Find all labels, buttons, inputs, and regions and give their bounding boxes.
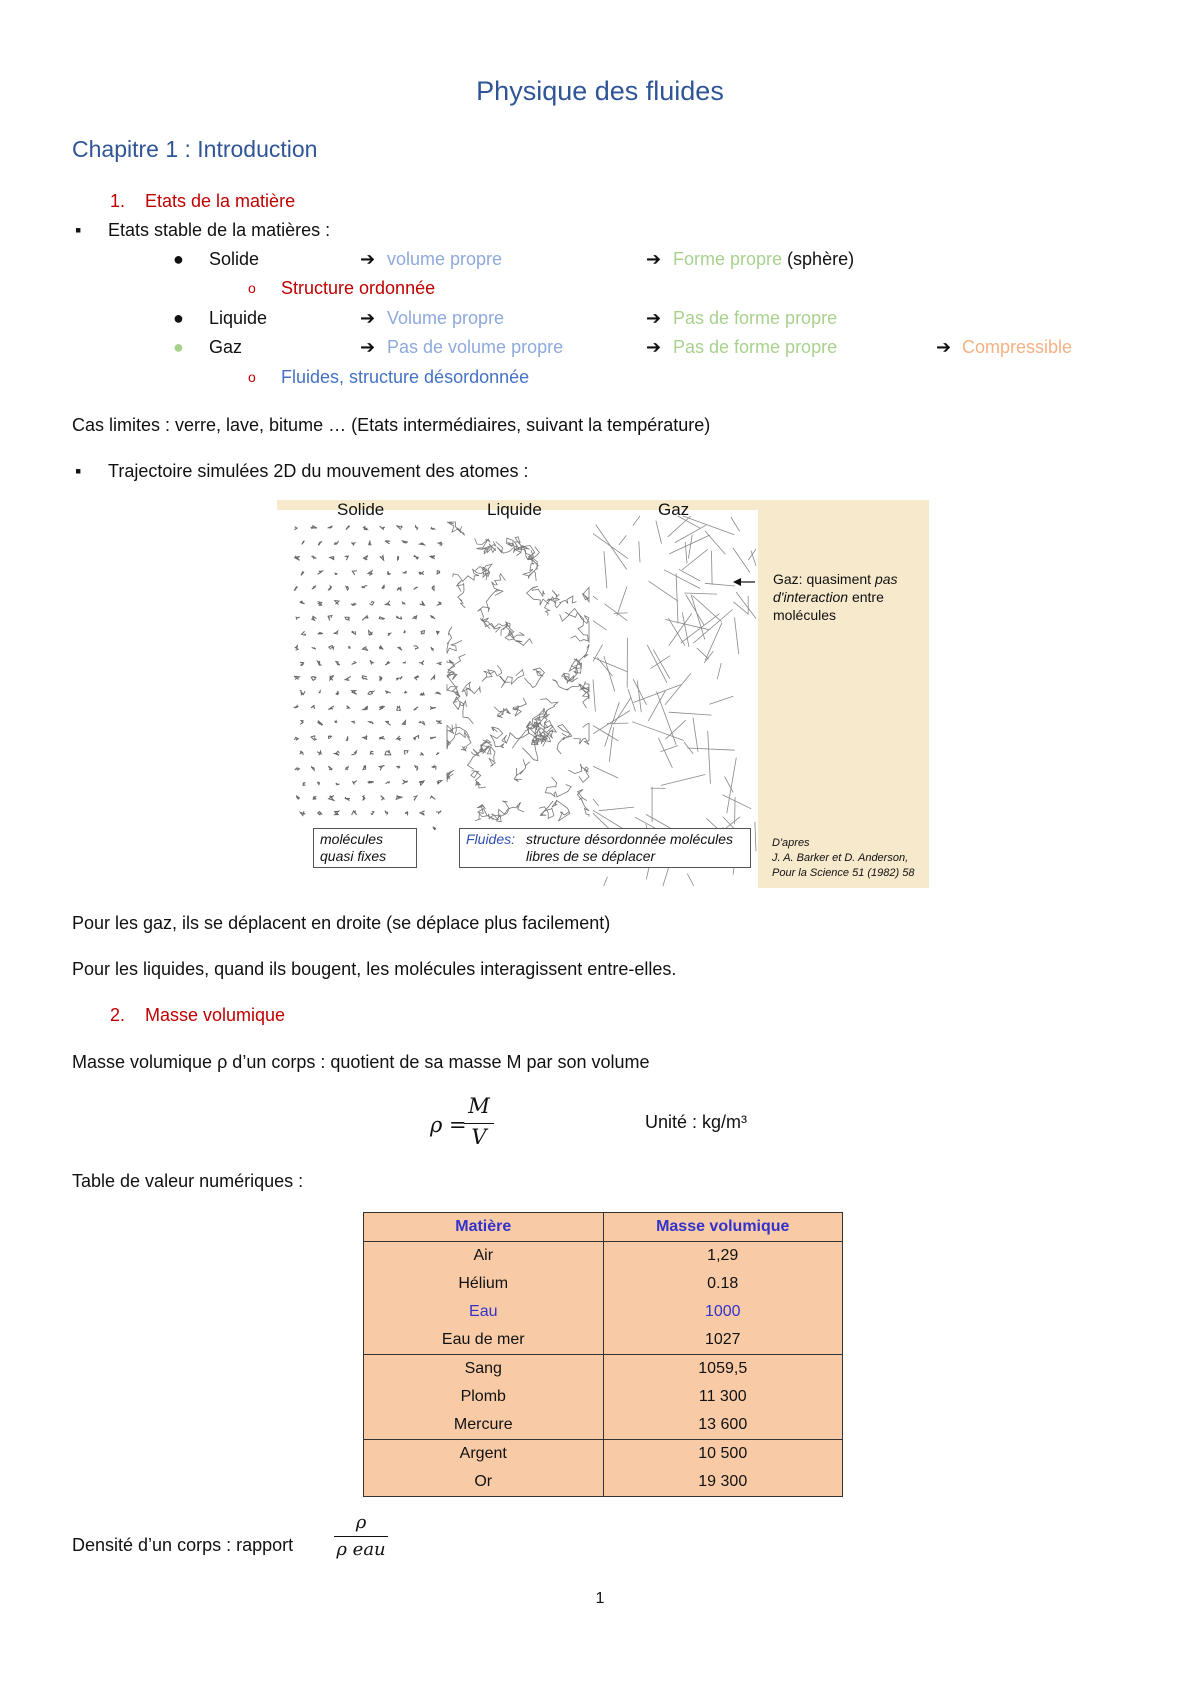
gas-trajectory [614,613,628,614]
table-row [364,1383,843,1411]
solide-prop2: Forme propre [673,249,783,269]
sub-solide: Structure ordonnée [281,278,436,298]
relative-density-text: Densité d’un corps : rapport [72,1535,294,1555]
state-name-solide: Solide [209,249,260,269]
table-row [364,1326,843,1355]
table-cell: 19 300 [603,1468,843,1497]
sub-gaz: Fluides, structure désordonnée [281,367,530,387]
liquide-prop2: Pas de forme propre [673,308,838,328]
figure-cite-3: Pour la Science 51 (1982) 58 [772,867,915,879]
arrow-icon: ➔ [646,337,662,357]
unit-label: Unité : kg/m³ [645,1112,748,1132]
table-cell: 1027 [603,1326,843,1355]
table-cell: Sang [364,1355,604,1384]
table-row [364,1440,843,1469]
table-cell: Mercure [364,1411,604,1440]
table-cell: 11 300 [603,1383,843,1411]
page-number: 1 [595,1590,605,1607]
formula-numerator: M [468,1094,490,1118]
liquid-sentence: Pour les liquides, quand ils bougent, les molécules interagissent entre-elles. [72,959,677,979]
table-cell: Air [364,1242,604,1271]
gas-note-italic: pas d'interaction [773,571,898,605]
trajectory-figure [277,500,929,888]
solide-prop2-extra: (sphère) [782,249,855,269]
table-cell: 0.18 [603,1270,843,1298]
table-header-matiere: Matière [364,1213,604,1242]
gaz-prop2: Pas de forme propre [673,337,838,357]
table-cell: 13 600 [603,1411,843,1440]
chapter-heading: Chapitre 1 : Introduction [72,136,318,162]
figure-fluid-box [459,828,751,868]
limit-cases: Cas limites : verre, lave, bitume … (Etats intermédiaires, suivant la température) [72,415,711,435]
bullet-dot: ● [173,337,184,357]
small-square-bullet: ▪ [75,461,82,481]
table-header-row [364,1213,843,1242]
figure-col-gas: Gaz [658,500,690,519]
table-row [364,1468,843,1497]
table-row [364,1411,843,1440]
solid-trajectory [398,557,399,561]
arrow-icon: ➔ [360,249,376,269]
table-cell: 1000 [603,1298,843,1326]
table-row [364,1242,843,1271]
density-definition: Masse volumique ρ d’un corps : quotient de sa masse M par son volume [72,1052,650,1072]
gas-note-part2: entre molécules [773,589,884,623]
formula-lhs: ρ = [430,1113,467,1137]
table-cell: Or [364,1468,604,1497]
table-cell: Eau [364,1298,604,1326]
arrow-icon: ➔ [360,308,376,328]
state-name-gaz: Gaz [209,337,243,357]
formula-denominator: V [471,1125,487,1149]
figure-cite-1: D'apres [772,837,810,849]
section-1-number: 1. [110,191,126,211]
figure-col-liquid: Liquide [487,500,542,519]
gas-sentence: Pour les gaz, ils se déplacent en droite (se déplace plus facilement) [72,913,611,933]
small-square-bullet: ▪ [75,220,82,240]
bullet-dot: ● [173,249,184,269]
sub-bullet-circle: o [248,369,256,385]
table-cell: 10 500 [603,1440,843,1469]
figure-col-solid: Solide [337,500,385,519]
gaz-prop3: Compressible [962,337,1073,357]
table-cell: Plomb [364,1383,604,1411]
gas-note-part1: Gaz: quasiment [773,571,875,587]
gaz-prop1: Pas de volume propre [387,337,564,357]
section-2-number: 2. [110,1005,126,1025]
table-cell: Hélium [364,1270,604,1298]
figure-solid-box: molécules quasi fixes [313,828,417,868]
arrow-icon: ➔ [646,249,662,269]
relative-density-den: ρ eau [336,1539,386,1560]
section-2-title: Masse volumique [145,1005,286,1025]
figure-cite-2: J. A. Barker et D. Anderson, [772,852,909,864]
table-intro: Table de valeur numériques : [72,1171,304,1191]
table-cell: 1059,5 [603,1355,843,1384]
solide-prop1: volume propre [387,249,503,269]
table-row [364,1298,843,1326]
stable-states-intro: Etats stable de la matières : [108,220,331,240]
relative-density-bar [334,1536,388,1537]
density-table [363,1212,843,1497]
relative-density-num: ρ [355,1512,367,1533]
arrow-icon: ➔ [646,308,662,328]
sub-bullet-circle: o [248,280,256,296]
table-cell: 1,29 [603,1242,843,1271]
bullet-dot: ● [173,308,184,328]
table-cell: Eau de mer [364,1326,604,1355]
figure-gas-note [773,570,923,624]
table-row [364,1270,843,1298]
fluid-box-label: Fluides: [466,831,516,847]
page-title: Physique des fluides [476,76,724,106]
liquide-prop1: Volume propre [387,308,505,328]
table-cell: Argent [364,1440,604,1469]
arrow-icon: ➔ [936,337,952,357]
arrow-icon: ➔ [360,337,376,357]
formula-fraction-bar [464,1123,494,1124]
solid-trajectory [404,631,406,633]
sub-gaz-line [281,366,529,388]
trajectory-intro: Trajectoire simulées 2D du mouvement des atomes : [108,461,529,481]
state-name-liquide: Liquide [209,308,268,328]
table-row [364,1355,843,1384]
section-1-title: Etats de la matière [145,191,296,211]
solide-prop2-line [673,248,854,270]
fluid-box-text: structure désordonnée molécules libres de se déplacer [526,831,734,864]
table-header-masse: Masse volumique [603,1213,843,1242]
solid-trajectory [335,721,337,723]
